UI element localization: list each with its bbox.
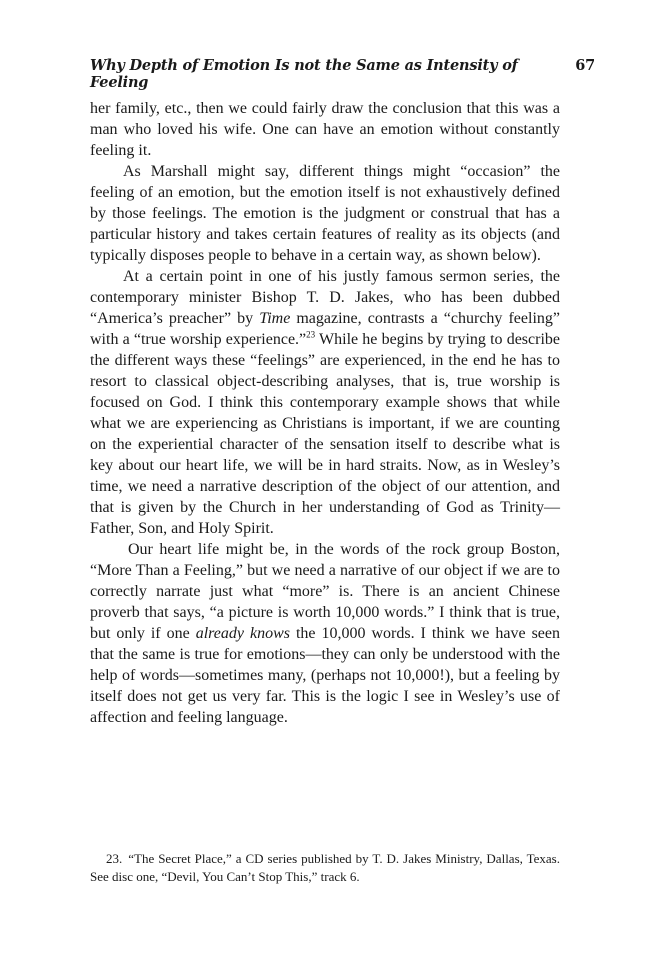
paragraph-4-italic-already-knows: already knows: [195, 625, 290, 642]
paragraph-3-italic-time: Time: [259, 310, 291, 327]
paragraph-4-text-1: Our heart life might be, in the words of the rock group Boston, “More Than a Feeling,” but we need a narrative of our object if we are to correctly narrate just what “more” is. There is an ancient Chinese proverb that says, “a picture is worth 10,000 words.” I think that is true, but only if one: [90, 541, 560, 642]
footnote-reference: 23: [306, 329, 316, 340]
paragraph-3: [90, 266, 560, 539]
running-head: [90, 57, 595, 91]
paragraph-4-text-2: the 10,000 words. I think we have seen that the same is true for emotions—they can only be understood with the help of words—sometimes many, (perhaps not 10,000!), but a feeling by itself does not get us very far. This is the logic I see in Wesley’s use of affection and feeling language.: [90, 625, 560, 726]
paragraph-1: her family, etc., then we could fairly draw the conclusion that this was a man who loved his wife. One can have an emotion without constantly feeling it.: [90, 100, 560, 159]
paragraph-3-text-2: magazine, contrasts a “churchy feeling” with a “true worship experience.”: [90, 310, 561, 348]
footnote-number: 23.: [106, 851, 123, 866]
paragraph-2: As Marshall might say, different things might “occasion” the feeling of an emotion, but the emotion itself is not exhaustively defined by those feelings. The emotion is the judgment or construal that has a particular history and takes certain features of reality as its objects (and typically disposes people to behave in a certain way, as shown below).: [90, 163, 560, 264]
paragraph-4: [90, 539, 560, 728]
paragraph-3-text-1: At a certain point in one of his justly famous sermon series, the contemporary minister Bishop T. D. Jakes, who has been dubbed “America’s preacher” by: [90, 268, 560, 327]
body-text: [90, 98, 560, 728]
running-title: Why Depth of Emotion Is not the Same as Intensity of Feeling: [90, 57, 518, 91]
footnote-text: “The Secret Place,” a CD series published by T. D. Jakes Ministry, Dallas, Texas. See disc one, “Devil, You Can’t Stop This,” track 6.: [90, 851, 560, 884]
paragraph-3-text-3: While he begins by trying to describe the different ways these “feelings” are experienced, in the end he has to resort to classical object-describing analyses, that is, true worship is focused on God. I think this contemporary example shows that while what we are experiencing as Christians is important, if we are counting on the experiential character of the sensation itself to describe what is key about our heart life, we will be in hard straits. Now, as in Wesley’s time, we need a narrative description of the object of our attention, and that is given by the Church in her understanding of God as Trinity—Father, Son, and Holy Spirit.: [90, 331, 560, 537]
footnote: [90, 850, 560, 886]
page-number: 67: [575, 57, 595, 74]
